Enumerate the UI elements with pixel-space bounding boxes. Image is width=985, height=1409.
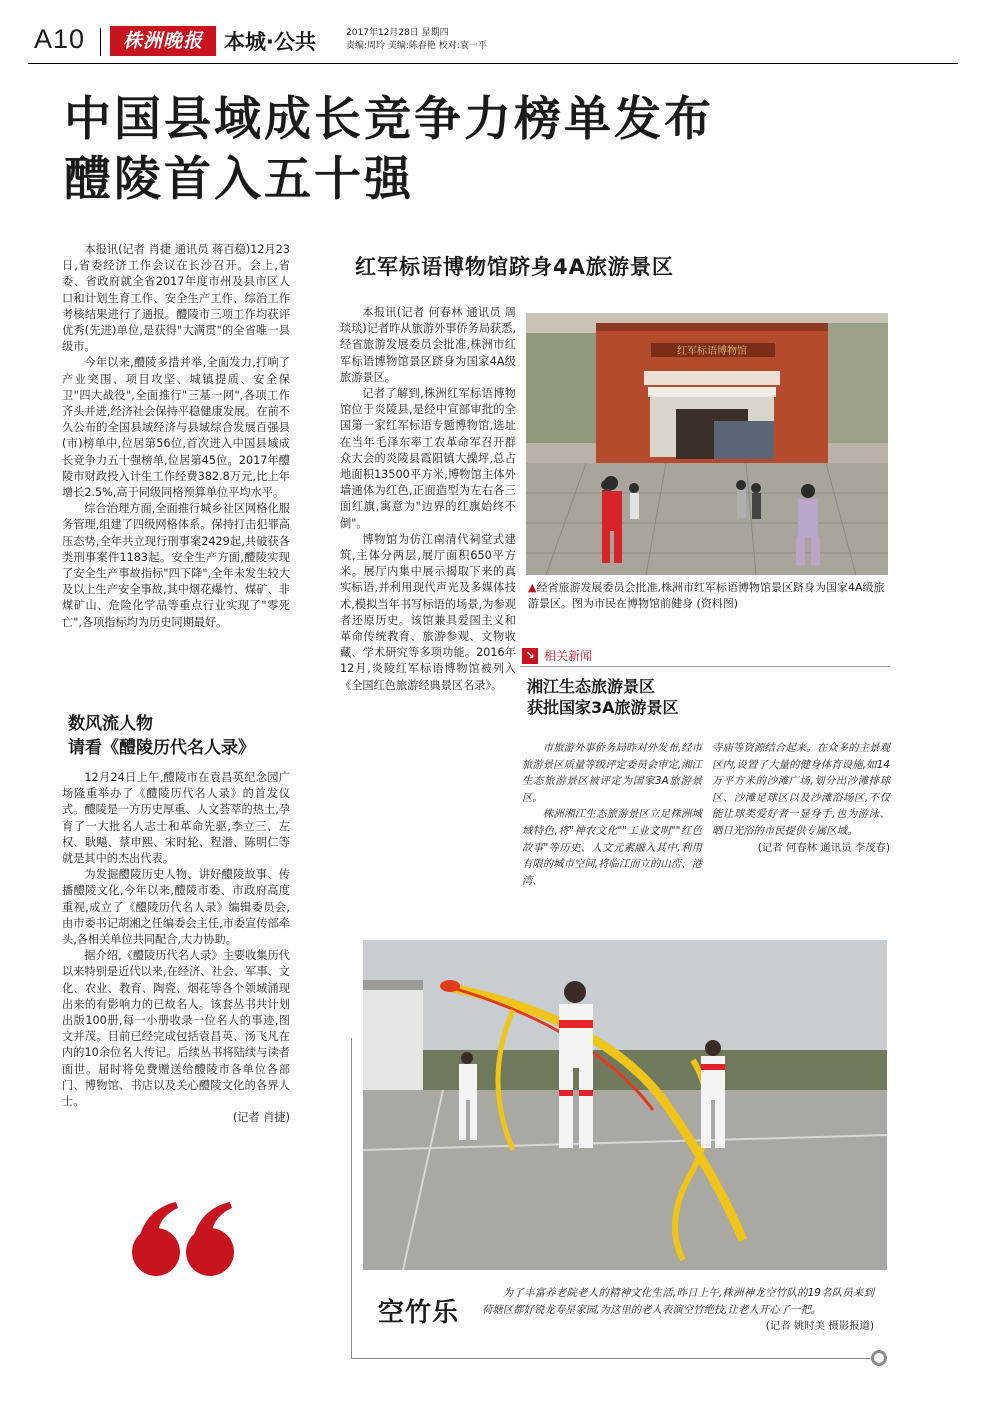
article-paragraph: 博物馆为仿江南清代祠堂式建筑,主体分两层,展厅面积650平方米。展厅内集中展示揭取下来的真实标语,并利用现代声光及多媒体技术,模拟当年书写标语的场景,为参观者还原历史。该馆兼具爱国主义和革命传统教育、旅游参观、文物收藏、学术研究等多项功能。2016年12月,炎陵红军标语博物馆被列入《全国红色旅游经典景区名录》。 (340, 532, 516, 692)
article-paragraph: 记者了解到,株洲红军标语博物馆位于炎陵县,是经中宣部审批的全国第一家红军标语专题博物馆,选址在当年毛泽东率工农革命军召开群众大会的炎陵县霞阳镇大操坪,总占地面积13500平方米,博物馆主体外墙通体为红色,正面造型为左右各三面红旗,寓意为"边界的红旗始终不倒"。 (340, 387, 516, 530)
photo-story-caption (482, 1285, 874, 1335)
headline-line-1: 中国县域成长竞争力榜单发布 (64, 92, 714, 147)
related-news-label: 相关新闻 (544, 649, 593, 663)
quote-mark-icon (130, 1200, 240, 1280)
article-paragraph: 今年以来,醴陵多措并举,全面发力,打响了产业突围、项目攻坚、城镇提质、安全保卫"四大战役",全面推行"三基一网",各项工作齐头并进,经济社会保持平稳健康发展。在前不久公布的全国县域经济与县域综合发展百强县(市)榜单中,位居第56位,首次进入中国县域成长竞争力五十强榜单,位居第45位。2017年醴陵市财政投入计生工作经费382.8万元,比上年增长2.5%,高于同级同格预算单位平均水平。 (62, 356, 290, 500)
museum-sign: 红军标语博物馆 (677, 346, 747, 357)
article-paragraph: 市旅游外事侨务局昨对外发布,经市旅游景区质量等级评定委员会审定,湘江生态旅游景区被评定为国家3A旅游景区。 (522, 742, 702, 804)
diabolo-photo (363, 940, 887, 1270)
newspaper-logo: 株洲晚报 (110, 26, 216, 56)
article-museum (340, 305, 516, 694)
museum-photo-caption (528, 580, 892, 612)
related-arrow-icon: ↘ (522, 648, 538, 664)
related-divider (520, 666, 890, 667)
article-museum-title: 红军标语博物馆跻身4A旅游景区 (355, 255, 674, 279)
frame-end-circle-icon (871, 1350, 887, 1366)
photo-frame-line-vertical (351, 1038, 352, 1358)
staff-line: 责编:周玲 美编:陈春艳 校对:袁一平 (346, 41, 487, 51)
section-name: 本城·公共 (224, 30, 316, 54)
headline-line-2: 醴陵首入五十强 (64, 152, 414, 207)
article-byline: (记者 肖捷) (232, 1111, 290, 1125)
caption-text: 为了丰富养老院老人的精神文化生活,昨日上午,株洲神龙空竹队的19名队员来到荷塘区都好锐龙寿星家园,为这里的老人表演空竹绝技,让老人开心了一把。 (482, 1287, 874, 1316)
related-article-col1 (522, 740, 702, 889)
photo-story-byline: (记者 姚时美 摄影报道) (765, 1320, 874, 1333)
article-paragraph: 本报讯(记者 肖捷 通讯员 蒋百稳)12月23日,省委经济工作会议在长沙召开。会上,省委、省政府就全省2017年度市州及县市区人口和计划生育工作、安全生产工作、综治工作考核结果进行了通报。醴陵市三项工作均获评优秀(先进)单位,是获得"大满贯"的全省唯一县级市。 (62, 243, 290, 354)
related-title-1: 湘江生态旅游景区 (527, 677, 656, 696)
page-number: A10 (34, 24, 86, 54)
article-paragraph: 综合治理方面,全面推行城乡社区网格化服务管理,组建了四级网格体系。保持打击犯罪高压态势,全年共立现行刑事案2429起,共破获各类刑事案件1183起。安全生产方面,醴陵实现了安全生产事故指标"四下降",全年未发生较大及以上生产安全事故,其中烟花爆竹、煤矿、非煤矿山、危险化学品等重点行业实现了"零死亡",各项指标均为历史同期最好。 (62, 502, 290, 629)
article-paragraph: 本报讯(记者 何春林 通讯员 周琰琰)记者昨从旅游外事侨务局获悉,经省旅游发展委员会批准,株洲市红军标语博物馆景区跻身为国家4A级旅游景区。 (340, 306, 516, 384)
related-byline: (记者 何春林 通讯员 李茂春) (757, 841, 890, 854)
article-county-ranking (62, 242, 290, 631)
caption-text: 经省旅游发展委员会批准,株洲市红军标语博物馆景区跻身为国家4A级旅游景区。图为市民在博物馆前健身 (资料图) (528, 581, 885, 610)
photo-frame-line-horizontal (351, 1358, 873, 1359)
article-celebrities-title-2: 请看《醴陵历代名人录》 (68, 738, 255, 758)
article-celebrities (62, 770, 290, 1126)
header-divider (100, 28, 101, 56)
article-paragraph: 株洲湘江生态旅游景区立足株洲城域特色,将"神农文化""工业文明""红色故事"等历史、人文元素融入其中,利用有限的城市空间,将临江而立的山峦、港湾、 (522, 808, 702, 887)
page-header (28, 20, 958, 64)
related-title-2: 获批国家3A旅游景区 (527, 698, 679, 717)
article-paragraph: 据介绍,《醴陵历代名人录》主要收集历代以来特别是近代以来,在经济、社会、军事、文化、农业、教育、陶瓷、烟花等各个领域涌现出来的有影响力的已故名人。该套丛书共计划出版100册,每一小册收录一位名人的事迹,图文并茂。目前已经完成包括袁昌英、汤飞凡在内的10余位名人传记。后续丛书将陆续与读者面世。届时将免费赠送给醴陵市各单位各部门、博物馆、书店以及关心醴陵文化的各界人士。 (62, 949, 290, 1109)
article-celebrities-title-1: 数风流人物 (68, 714, 153, 734)
article-paragraph: 寺庙等资源结合起来。在众多的主景观区内,设置了大量的健身体育设施,如14万平方米的沙滩广场,划分出沙滩排球区、沙滩足球区以及沙滩浴场区,不仅能让球类爱好者一显身手,也为游泳、晒日光浴的市民提供专属区域。 (712, 742, 890, 837)
caption-marker-icon: ▲ (528, 581, 537, 594)
related-article-col2 (712, 740, 890, 856)
museum-photo (526, 313, 888, 575)
article-paragraph: 12月24日上午,醴陵市在袁昌英纪念园广场隆重举办了《醴陵历代名人录》的首发仪式。醴陵是一方历史厚重、人文荟萃的热土,孕育了一大批名人志士和革命先驱,李立三、左权、耿飚、蔡申熙、宋时轮、程潜、陈明仁等就是其中的杰出代表。 (62, 771, 290, 866)
date-line: 2017年12月28日 星期四 (346, 28, 449, 38)
article-paragraph: 为发掘醴陵历史人物、讲好醴陵故事、传播醴陵文化,今年以来,醴陵市委、市政府高度重视,成立了《醴陵历代名人录》编辑委员会,由市委书记胡湘之任编委会主任,市委宣传部牵头,各相关单位共同配合,大力协助。 (62, 868, 290, 947)
photo-story-label: 空竹乐 (378, 1298, 460, 1328)
